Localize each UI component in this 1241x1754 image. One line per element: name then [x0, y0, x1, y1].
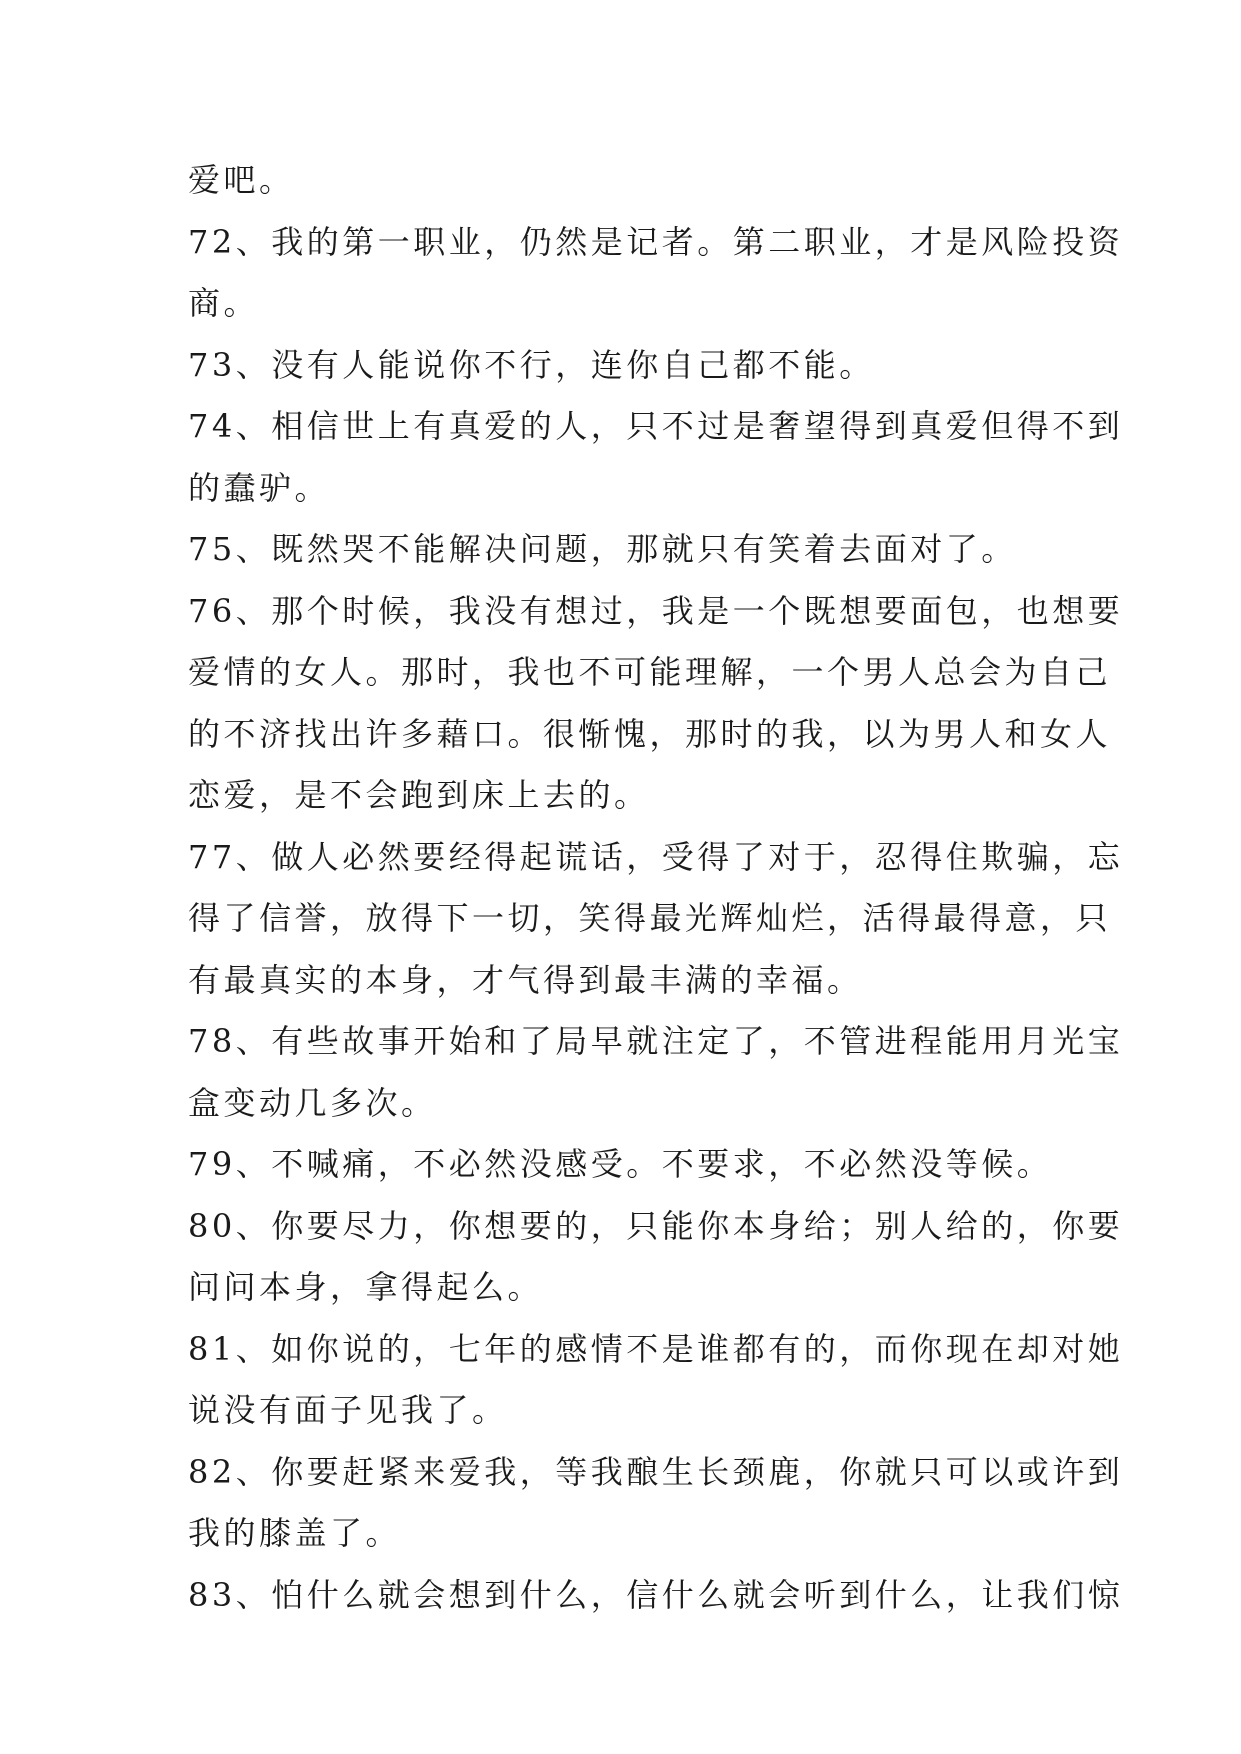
text-line: 76、那个时候，我没有想过，我是一个既想要面包，也想要	[188, 591, 1124, 630]
text-line: 80、你要尽力，你想要的，只能你本身给；别人给的，你要	[188, 1206, 1124, 1245]
text-line: 73、没有人能说你不行，连你自己都不能。	[188, 345, 875, 384]
text-line: 爱吧。	[188, 161, 295, 199]
text-line: 爱情的女人。那时，我也不可能理解，一个男人总会为自己	[188, 653, 1112, 691]
text-line: 75、既然哭不能解决问题，那就只有笑着去面对了。	[188, 530, 1017, 568]
text-line: 82、你要赶紧来爱我，等我酿生长颈鹿，你就只可以或许到	[188, 1452, 1124, 1491]
text-line: 83、怕什么就会想到什么，信什么就会听到什么，让我们惊	[188, 1575, 1124, 1614]
text-line: 81、如你说的，七年的感情不是谁都有的，而你现在却对她	[188, 1329, 1124, 1368]
text-line: 有最真实的本身，才气得到最丰满的幸福。	[188, 960, 863, 999]
text-line: 盒变动几多次。	[188, 1083, 437, 1122]
text-line: 78、有些故事开始和了局早就注定了，不管进程能用月光宝	[188, 1022, 1124, 1060]
text-line: 商。	[188, 284, 260, 322]
text-line: 恋爱，是不会跑到床上去的。	[188, 776, 650, 814]
text-line: 得了信誉，放得下一切，笑得最光辉灿烂，活得最得意，只	[188, 899, 1112, 937]
text-line: 说没有面子见我了。	[188, 1391, 508, 1429]
text-line: 我的膝盖了。	[188, 1514, 402, 1552]
text-line: 72、我的第一职业，仍然是记者。第二职业，才是风险投资	[188, 222, 1124, 261]
text-line: 77、做人必然要经得起谎话，受得了对于，忍得住欺骗，忘	[188, 837, 1124, 876]
document-body-text	[188, 150, 1124, 1626]
text-line: 问问本身，拿得起么。	[188, 1268, 544, 1306]
text-line: 的不济找出许多藉口。很惭愧，那时的我，以为男人和女人	[188, 714, 1112, 753]
text-line: 的蠢驴。	[188, 468, 331, 507]
text-line: 74、相信世上有真爱的人，只不过是奢望得到真爱但得不到	[188, 407, 1124, 445]
text-line: 79、不喊痛，不必然没感受。不要求，不必然没等候。	[188, 1145, 1053, 1183]
